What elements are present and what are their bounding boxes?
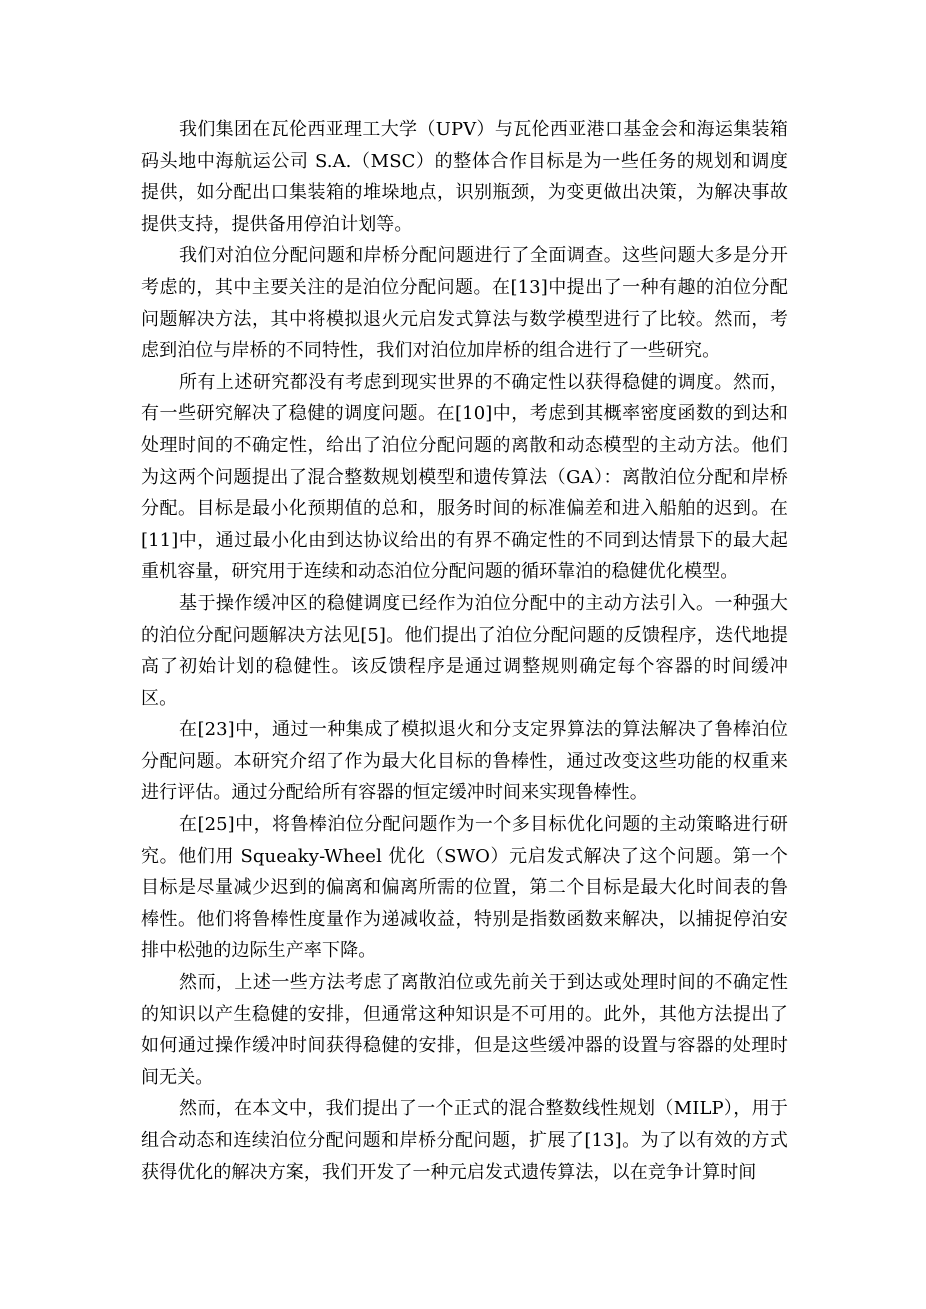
paragraph-6: 在[25]中，将鲁棒泊位分配问题作为一个多目标优化问题的主动策略进行研究。他们用 Squeaky-Wheel 优化（SWO）元启发式解决了这个问题。第一个目标是尽量减少迟到的偏离和偏离所需的位置，第二个目标是最大化时间表的鲁棒性。他们将鲁棒性度量作为递减收益，特别是指数函数来解决，以捕捉停泊安排中松弛的边际生产率下降。 <box>141 814 788 962</box>
paragraph-7: 然而，上述一些方法考虑了离散泊位或先前关于到达或处理时间的不确定性的知识以产生稳健的安排，但通常这种知识是不可用的。此外，其他方法提出了如何通过操作缓冲时间获得稳健的安排，但是这些缓冲器的设置与容器的处理时间无关。 <box>141 972 788 1088</box>
paragraph-3: 所有上述研究都没有考虑到现实世界的不确定性以获得稳健的调度。然而，有一些研究解决了稳健的调度问题。在[10]中，考虑到其概率密度函数的到达和处理时间的不确定性，给出了泊位分配问题的离散和动态模型的主动方法。他们为这两个问题提出了混合整数规划模型和遗传算法（GA）：离散泊位分配和岸桥分配。目标是最小化预期值的总和，服务时间的标准偏差和进入船舶的迟到。在[11]中，通过最小化由到达协议给出的有界不确定性的不同到达情景下的最大起重机容量，研究用于连续和动态泊位分配问题的循环靠泊的稳健优化模型。 <box>141 371 788 583</box>
document-page <box>141 114 788 1188</box>
paragraph-4: 基于操作缓冲区的稳健调度已经作为泊位分配中的主动方法引入。一种强大的泊位分配问题解决方法见[5]。他们提出了泊位分配问题的反馈程序，迭代地提高了初始计划的稳健性。该反馈程序是通过调整规则确定每个容器的时间缓冲区。 <box>141 592 788 709</box>
paragraph-1: 我们集团在瓦伦西亚理工大学（UPV）与瓦伦西亚港口基金会和海运集装箱码头地中海航运公司 S.A.（MSC）的整体合作目标是为一些任务的规划和调度提供，如分配出口集装箱的堆垛地点，识别瓶颈，为变更做出决策，为解决事故提供支持，提供备用停泊计划等。 <box>141 119 788 235</box>
paragraph-8: 然而，在本文中，我们提出了一个正式的混合整数线性规划（MILP），用于组合动态和连续泊位分配问题和岸桥分配问题，扩展了[13]。为了以有效的方式获得优化的解决方案，我们开发了一种元启发式遗传算法，以在竞争计算时间 <box>141 1098 788 1183</box>
paragraph-2: 我们对泊位分配问题和岸桥分配问题进行了全面调查。这些问题大多是分开考虑的，其中主要关注的是泊位分配问题。在[13]中提出了一种有趣的泊位分配问题解决方法，其中将模拟退火元启发式算法与数学模型进行了比较。然而，考虑到泊位与岸桥的不同特性，我们对泊位加岸桥的组合进行了一些研究。 <box>141 245 788 362</box>
paragraph-5: 在[23]中，通过一种集成了模拟退火和分支定界算法的算法解决了鲁棒泊位分配问题。本研究介绍了作为最大化目标的鲁棒性，通过改变这些功能的权重来进行评估。通过分配给所有容器的恒定缓冲时间来实现鲁棒性。 <box>141 719 788 804</box>
